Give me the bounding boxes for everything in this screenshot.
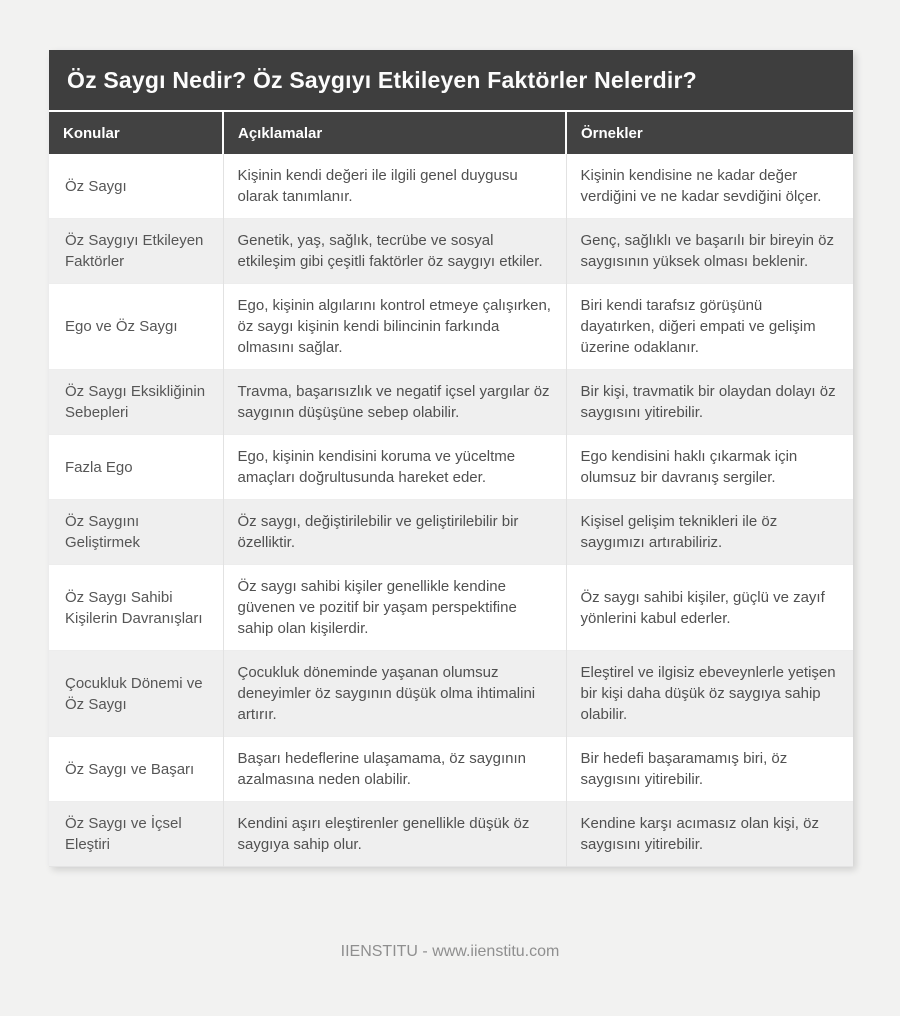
info-table-card [49, 50, 853, 867]
table-row [49, 154, 853, 219]
cell-description: Travma, başarısızlık ve negatif içsel yargılar öz saygının düşüşüne sebep olabilir. [223, 370, 566, 435]
table-row [49, 500, 853, 565]
cell-description: Öz saygı, değiştirilebilir ve geliştirilebilir bir özelliktir. [223, 500, 566, 565]
cell-example: Kendine karşı acımasız olan kişi, öz saygısını yitirebilir. [566, 802, 853, 867]
table-row [49, 651, 853, 737]
cell-example: Genç, sağlıklı ve başarılı bir bireyin öz saygısının yüksek olması beklenir. [566, 219, 853, 284]
cell-example: Eleştirel ve ilgisiz ebeveynlerle yetişen bir kişi daha düşük öz saygıya sahip olabilir. [566, 651, 853, 737]
page-title: Öz Saygı Nedir? Öz Saygıyı Etkileyen Faktörler Nelerdir? [49, 50, 853, 110]
cell-description: Başarı hedeflerine ulaşamama, öz saygının azalmasına neden olabilir. [223, 737, 566, 802]
cell-topic: Çocukluk Dönemi ve Öz Saygı [65, 674, 203, 713]
cell-example: Kişisel gelişim teknikleri ile öz saygımızı artırabiliriz. [566, 500, 853, 565]
cell-description: Genetik, yaş, sağlık, tecrübe ve sosyal etkileşim gibi çeşitli faktörler öz saygıyı etkiler. [223, 219, 566, 284]
table-row [49, 370, 853, 435]
cell-description: Ego, kişinin algılarını kontrol etmeye çalışırken, öz saygı kişinin kendi bilincinin farkında olmasını sağlar. [223, 284, 566, 370]
content-table [49, 112, 853, 867]
cell-topic: Fazla Ego [65, 458, 133, 476]
cell-example: Bir hedefi başaramamış biri, öz saygısını yitirebilir. [566, 737, 853, 802]
table-row [49, 565, 853, 651]
cell-description: Ego, kişinin kendisini koruma ve yüceltme amaçları doğrultusunda hareket eder. [223, 435, 566, 500]
cell-topic: Öz Saygını Geliştirmek [65, 513, 141, 551]
cell-topic: Öz Saygı [65, 177, 127, 195]
table-header-row [49, 112, 853, 154]
cell-topic: Ego ve Öz Saygı [65, 318, 178, 335]
table-row [49, 219, 853, 284]
cell-topic: Öz Saygıyı Etkileyen Faktörler [65, 232, 204, 270]
cell-example: Biri kendi tarafsız görüşünü dayatırken, diğeri empati ve gelişim üzerine odaklanır. [566, 284, 853, 370]
column-header-ornekler: Örnekler [566, 112, 853, 154]
table-row [49, 802, 853, 867]
cell-example: Bir kişi, travmatik bir olaydan dolayı öz saygısını yitirebilir. [566, 370, 853, 435]
column-header-konular: Konular [49, 112, 223, 154]
table-row [49, 284, 853, 370]
cell-topic: Öz Saygı Eksikliğinin Sebepleri [65, 383, 206, 421]
cell-description: Kendini aşırı eleştirenler genellikle düşük öz saygıya sahip olur. [223, 802, 566, 867]
cell-example: Kişinin kendisine ne kadar değer verdiğini ve ne kadar sevdiğini ölçer. [566, 154, 853, 219]
footer-credit: IIENSTITU - www.iienstitu.com [340, 943, 560, 960]
cell-example: Öz saygı sahibi kişiler, güçlü ve zayıf yönlerini kabul ederler. [566, 565, 853, 651]
table-row [49, 737, 853, 802]
cell-topic: Öz Saygı Sahibi Kişilerin Davranışları [65, 588, 203, 627]
cell-topic: Öz Saygı ve Başarı [65, 760, 195, 778]
cell-topic: Öz Saygı ve İçsel Eleştiri [65, 815, 182, 853]
table-row [49, 435, 853, 500]
cell-description: Öz saygı sahibi kişiler genellikle kendine güvenen ve pozitif bir yaşam perspektifine sahip olan kişilerdir. [223, 565, 566, 651]
cell-example: Ego kendisini haklı çıkarmak için olumsuz bir davranış sergiler. [566, 435, 853, 500]
cell-description: Kişinin kendi değeri ile ilgili genel duygusu olarak tanımlanır. [223, 154, 566, 219]
column-header-aciklamalar: Açıklamalar [223, 112, 566, 154]
cell-description: Çocukluk döneminde yaşanan olumsuz deneyimler öz saygının düşük olma ihtimalini artırır. [223, 651, 566, 737]
